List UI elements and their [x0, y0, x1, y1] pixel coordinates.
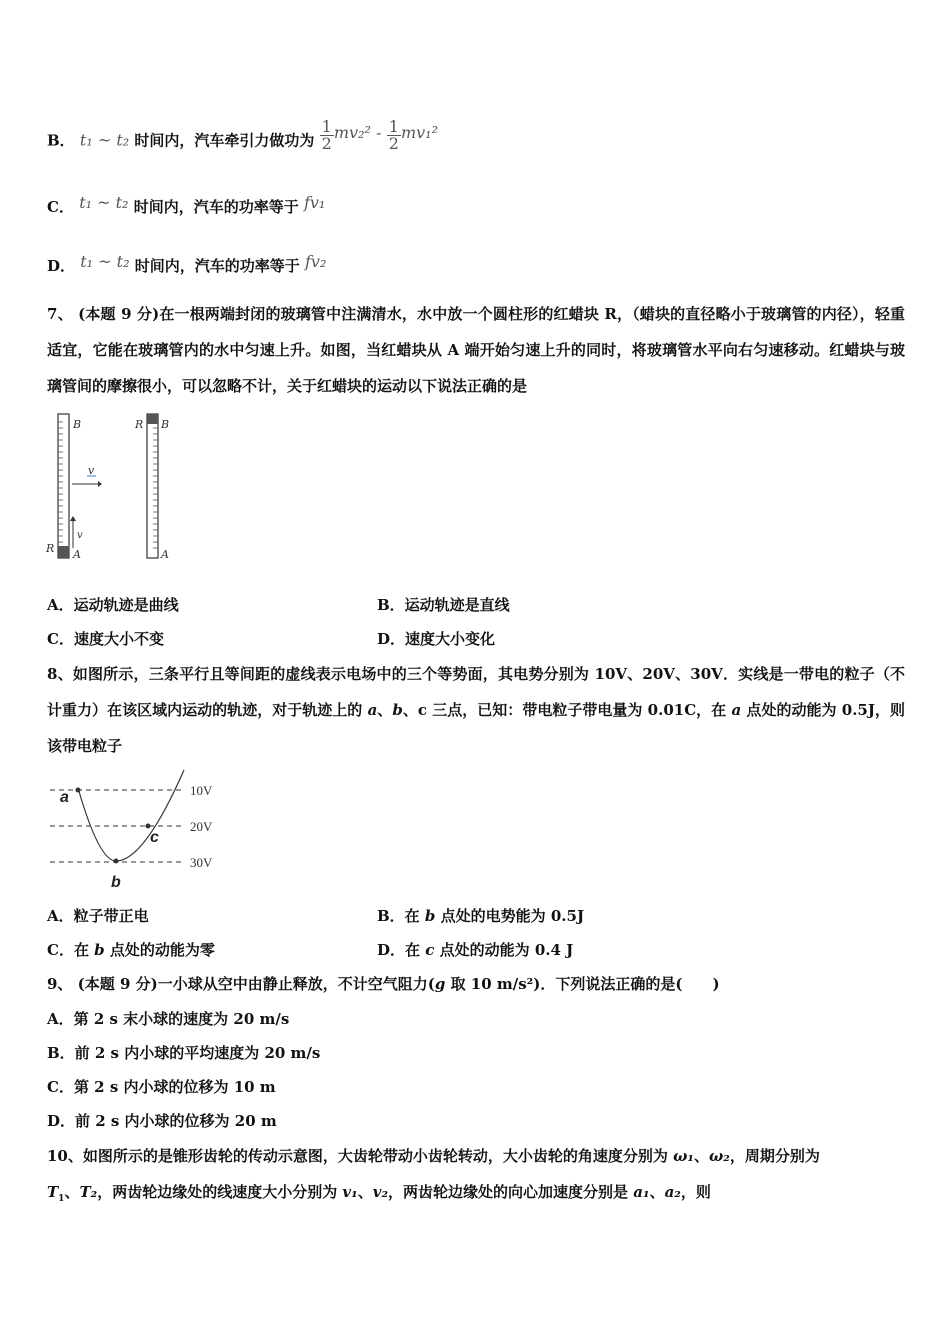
- q8-option-b[interactable]: B．在 b 点处的电势能为 0.5J: [377, 907, 585, 925]
- q9-stem: 9、 (本题 9 分)一小球从空中由静止释放，不计空气阻力(g 取 10 m/s²)．下列说法正确的是( ): [47, 975, 720, 993]
- q8-label-c: c: [150, 829, 159, 846]
- q8-label-10v: 10V: [190, 783, 213, 798]
- q8-label-30v: 30V: [190, 855, 213, 870]
- q7-option-b[interactable]: B．运动轨迹是直线: [377, 596, 510, 614]
- q7-tube-1-scale: [58, 422, 63, 542]
- q6-d-time-range: t₁ ~ t₂: [80, 252, 130, 271]
- q7-tube-1: [58, 414, 69, 558]
- q6-d-formula: fv₂: [305, 252, 327, 271]
- q7-label-r2: R: [135, 418, 144, 431]
- q9-option-c[interactable]: C．第 2 s 内小球的位移为 10 m: [47, 1078, 276, 1096]
- q7-tube-2-scale: [153, 428, 158, 548]
- q7-option-c[interactable]: C．速度大小不变: [47, 630, 164, 648]
- q6-c-formula: fv₁: [303, 193, 326, 212]
- q10-stem: 10、如图所示的是锥形齿轮的传动示意图，大齿轮带动小齿轮转动，大小齿轮的角速度分别为 ω₁、ω₂，周期分别为 $T_1$、T₂，两齿轮边缘处的线速度大小分别为 v₁、v₂，两齿轮边缘处的向心加速度分别是 a₁、a₂，则: [47, 1147, 820, 1204]
- q7-label-b1: B: [73, 418, 82, 431]
- q6-b-fraction-2: $\frac{1}{2}$: [388, 117, 399, 153]
- q8-option-a[interactable]: A．粒子带正电: [47, 907, 149, 925]
- q8-option-d[interactable]: D．在 c 点处的动能为 0.4 J: [377, 941, 574, 959]
- q7-figure: [44, 412, 184, 564]
- q7-tube-2: [147, 414, 158, 558]
- q6-c-time-range: t₁ ~ t₂: [79, 193, 129, 212]
- q7-label-a2: A: [161, 548, 169, 561]
- q7-label-v-up: v: [77, 530, 83, 541]
- q8-label-b: b: [111, 874, 121, 891]
- q7-label-v-right: v: [88, 464, 95, 477]
- q6-option-b[interactable]: B． t₁ ~ t₂ 时间内，汽车牵引力做功为 $\frac{1}{2}$ mv₂² - $\frac{1}{2}$ mv₁²: [47, 117, 439, 153]
- q7-label-b2: B: [161, 418, 170, 431]
- q8-point-b: [114, 859, 119, 864]
- q8-point-a: [76, 788, 81, 793]
- q6-b-time-range: t₁ ~ t₂: [79, 130, 130, 150]
- q6-b-fraction-1: $\frac{1}{2}$: [321, 117, 332, 153]
- q8-trajectory: [78, 770, 184, 861]
- q8-stem: 8、如图所示，三条平行且等间距的虚线表示电场中的三个等势面，其电势分别为 10V、20V、30V．实线是一带电的粒子（不计重力）在该区域内运动的轨迹，对于轨迹上的 a、b、c 三点，已知：带电粒子带电量为 0.01C，在 a 点处的动能为 0.5J，则该带电粒子: [47, 665, 905, 755]
- q6-option-d[interactable]: D． t₁ ~ t₂ 时间内，汽车的功率等于 fv₂: [47, 252, 327, 275]
- q8-label-20v: 20V: [190, 819, 213, 834]
- q7-stem: 7、 (本题 9 分)在一根两端封闭的玻璃管中注满清水，水中放一个圆柱形的红蜡块 R，（蜡块的直径略小于玻璃管的内径），轻重适宜，它能在玻璃管内的水中匀速上升。如图，当红蜡块从 A 端开始匀速上升的同时，将玻璃管水平向右匀速移动。红蜡块与玻璃管间的摩擦很小，可以忽略不计，关于红蜡块的运动以下说法正确的是: [47, 305, 905, 395]
- q7-wax-block-1: [58, 546, 69, 558]
- q9-option-b[interactable]: B．前 2 s 内小球的平均速度为 20 m/s: [47, 1044, 321, 1062]
- q8-label-a: a: [60, 789, 69, 806]
- q8-figure: [44, 766, 234, 892]
- q7-wax-block-2: [147, 414, 158, 424]
- q7-option-a[interactable]: A．运动轨迹是曲线: [47, 596, 179, 614]
- q9-option-a[interactable]: A．第 2 s 末小球的速度为 20 m/s: [47, 1010, 290, 1028]
- q7-label-a1: A: [73, 548, 81, 561]
- q8-option-c[interactable]: C．在 b 点处的动能为零: [47, 941, 215, 959]
- q9-option-d[interactable]: D．前 2 s 内小球的位移为 20 m: [47, 1112, 277, 1130]
- q6-option-c[interactable]: C． t₁ ~ t₂ 时间内，汽车的功率等于 fv₁: [47, 193, 326, 216]
- q7-option-d[interactable]: D．速度大小变化: [377, 630, 496, 648]
- q7-label-r1: R: [46, 542, 55, 555]
- q8-point-c: [146, 824, 151, 829]
